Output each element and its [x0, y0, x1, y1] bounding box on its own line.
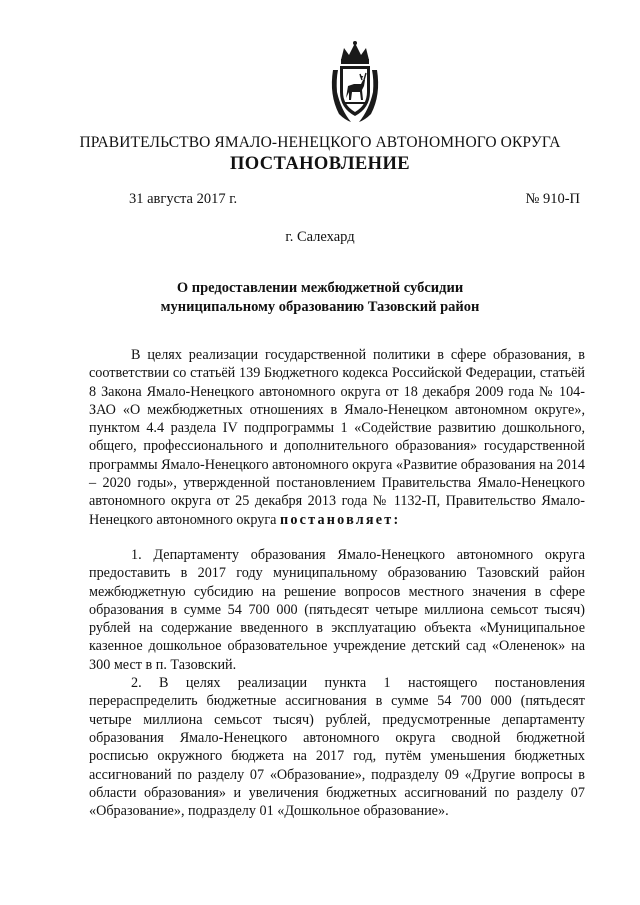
- document-date: 31 августа 2017 г.: [129, 191, 238, 207]
- document-number: № 910-П: [525, 191, 580, 207]
- document-body: [89, 346, 585, 820]
- subject-line-1: О предоставлении межбюджетной субсидии: [176, 280, 464, 296]
- document-subject: [0, 279, 640, 317]
- coat-of-arms-icon: [327, 40, 383, 124]
- government-name: ПРАВИТЕЛЬСТВО ЯМАЛО-НЕНЕЦКОГО АВТОНОМНОГО ОКРУГА: [79, 134, 561, 151]
- subject-line-2: муниципальному образованию Тазовский район: [160, 299, 480, 315]
- resolves-word: постановляет:: [279, 511, 401, 528]
- item-2-paragraph: 2. В целях реализации пункта 1 настоящего постановления перераспределить бюджетные ассигнования в сумме 54 700 000 (пятьдесят четыре миллиона семьсот тысяч) рублей, предусмотренные департаменту образования Ямало-Ненецкого автономного округа сводной бюджетной росписью окружного бюджета на 2017 год, путём уменьшения бюджетных ассигнований по разделу 07 «Образование», подразделу 09 «Другие вопросы в области образования» и увеличения бюджетных ассигнований по разделу 07 «Образование», подразделу 01 «Дошкольное образование».: [89, 675, 585, 820]
- item-1-paragraph: 1. Департаменту образования Ямало-Ненецкого автономного округа предоставить в 2017 году муниципальному образованию Тазовский район межбюджетную субсидию на решение вопросов местного значения в сфере образования в сумме 54 700 000 (пятьдесят четыре миллиона семьсот тысяч) рублей на содержание введенного в эксплуатацию объекта «Муниципальное казенное дошкольное образовательное учреждение детский сад «Олененок» на 300 мест в п. Тазовский.: [89, 546, 585, 673]
- document-city: г. Салехард: [285, 229, 355, 245]
- preamble-text: В целях реализации государственной политики в сфере образования, в соответствии со статьёй 139 Бюджетного кодекса Российской Федерации, статьёй 8 Закона Ямало-Ненецкого автономного округа от 18 декабря 2009 года № 104-ЗАО «О межбюджетных отношениях в Ямало-Ненецком автономном округе», пунктом 4.4 раздела IV подпрограммы 1 «Содействие развитию дошкольного, общего, профессионального и дополнительного образования» государственной программы Ямало-Ненецкого автономного округа «Развитие образования на 2014 – 2020 годы», утвержденной постановлением Правительства Ямало-Ненецкого автономного округа от 25 декабря 2013 года № 1132-П, Правительство Ямало-Ненецкого автономного округа: [89, 347, 585, 528]
- document-type: ПОСТАНОВЛЕНИЕ: [229, 154, 410, 174]
- preamble-paragraph: [89, 346, 585, 529]
